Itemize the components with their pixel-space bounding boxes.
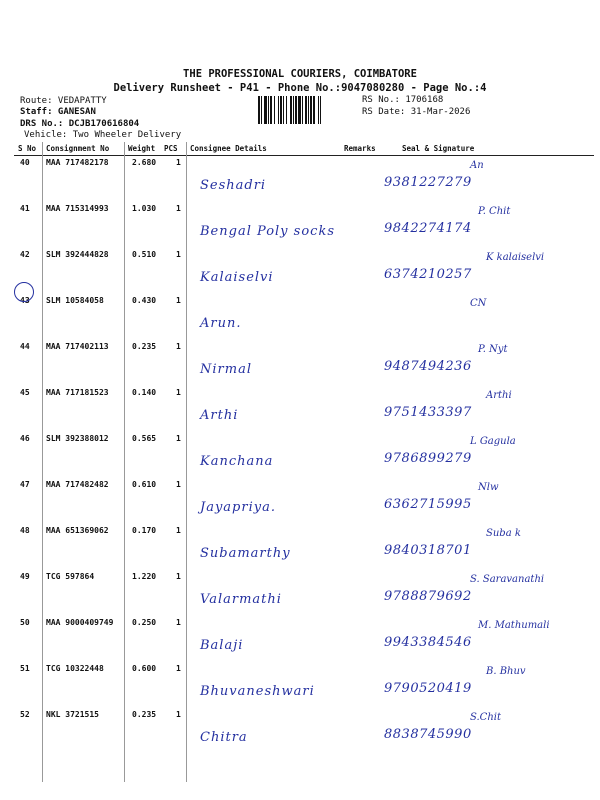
row-pcs: 1 [176, 480, 181, 489]
row-weight: 0.235 [132, 710, 157, 719]
row-consignee-name: Balaji [200, 638, 244, 653]
col-pcs: PCS [164, 144, 178, 153]
row-sno: 47 [20, 480, 30, 489]
row-phone: 9487494236 [384, 359, 472, 374]
row-consignment: TCG 597864 [46, 572, 95, 581]
row-signature: An [470, 160, 484, 171]
row-consignee-name: Valarmathi [200, 592, 282, 607]
row-weight: 0.510 [132, 250, 157, 259]
row-weight: 2.680 [132, 158, 157, 167]
row-weight: 0.610 [132, 480, 157, 489]
row-sno: 41 [20, 204, 30, 213]
row-signature: Arthi [486, 390, 512, 401]
row-signature: S.Chit [470, 712, 501, 723]
row-sno: 43 [20, 296, 30, 305]
row-pcs: 1 [176, 204, 181, 213]
row-consignment: MAA 9000409749 [46, 618, 114, 627]
row-weight: 0.140 [132, 388, 157, 397]
row-weight: 0.170 [132, 526, 157, 535]
row-signature: S. Saravanathi [470, 574, 545, 585]
row-phone: 9788879692 [384, 589, 472, 604]
col-weight: Weight [128, 144, 156, 153]
row-phone: 9751433397 [384, 405, 472, 420]
row-sno: 50 [20, 618, 30, 627]
row-signature: K kalaiselvi [486, 252, 545, 263]
row-sno: 48 [20, 526, 30, 535]
col-rule-2 [124, 142, 125, 782]
row-consignee-name: Chitra [200, 730, 248, 745]
row-consignment: SLM 392388012 [46, 434, 109, 443]
drs-label: DRS No.: DCJB170616804 [20, 119, 140, 129]
col-rule-1 [42, 142, 43, 782]
row-consignee-name: Seshadri [200, 178, 267, 193]
company-title: THE PROFESSIONAL COURIERS, COIMBATORE [183, 68, 417, 80]
row-pcs: 1 [176, 158, 181, 167]
row-43-circle-mark [14, 282, 34, 302]
row-consignee-name: Nirmal [200, 362, 252, 377]
barcode-image [258, 96, 360, 124]
row-pcs: 1 [176, 664, 181, 673]
col-consignee: Consignee Details [190, 144, 267, 153]
row-phone: 6362715995 [384, 497, 472, 512]
col-remarks: Remarks [344, 144, 376, 153]
row-weight: 0.430 [132, 296, 157, 305]
row-consignee-name: Arun. [200, 316, 242, 331]
rs-date-label: RS Date: 31-Mar-2026 [362, 107, 471, 117]
staff-label: Staff: GANESAN [20, 107, 96, 117]
vehicle-label: Vehicle: Two Wheeler Delivery [24, 130, 182, 140]
row-signature: Suba k [486, 528, 521, 539]
row-consignee-name: Subamarthy [200, 546, 291, 561]
col-sno: S No [18, 144, 37, 153]
row-sno: 49 [20, 572, 30, 581]
row-phone: 9786899279 [384, 451, 472, 466]
row-consignment: SLM 392444828 [46, 250, 109, 259]
row-pcs: 1 [176, 388, 181, 397]
row-consignee-name: Bengal Poly socks [200, 224, 335, 239]
row-signature: P. Chit [478, 206, 511, 217]
row-weight: 0.565 [132, 434, 157, 443]
row-consignee-name: Kanchana [200, 454, 274, 469]
row-pcs: 1 [176, 342, 181, 351]
row-signature: B. Bhuv [486, 666, 526, 677]
row-phone: 9943384546 [384, 635, 472, 650]
row-weight: 0.250 [132, 618, 157, 627]
row-consignment: MAA 717181523 [46, 388, 109, 397]
row-consignment: MAA 717482178 [46, 158, 109, 167]
row-sno: 46 [20, 434, 30, 443]
row-sno: 51 [20, 664, 30, 673]
col-consignment: Consignment No [46, 144, 110, 153]
header-rule [14, 155, 594, 156]
row-weight: 1.030 [132, 204, 157, 213]
row-consignment: MAA 717482482 [46, 480, 109, 489]
row-weight: 0.235 [132, 342, 157, 351]
row-consignment: TCG 10322448 [46, 664, 104, 673]
row-pcs: 1 [176, 572, 181, 581]
row-phone: 9840318701 [384, 543, 472, 558]
row-consignee-name: Jayapriya. [200, 500, 276, 515]
row-consignment: MAA 651369062 [46, 526, 109, 535]
col-seal: Seal & Signature [402, 144, 475, 153]
row-phone: 6374210257 [384, 267, 472, 282]
row-pcs: 1 [176, 526, 181, 535]
row-phone: 9842274174 [384, 221, 472, 236]
row-pcs: 1 [176, 618, 181, 627]
row-sno: 45 [20, 388, 30, 397]
row-phone: 9381227279 [384, 175, 472, 190]
row-sno: 44 [20, 342, 30, 351]
row-sno: 52 [20, 710, 30, 719]
row-consignment: MAA 715314993 [46, 204, 109, 213]
row-phone: 8838745990 [384, 727, 472, 742]
col-rule-3 [186, 142, 187, 782]
row-sno: 42 [20, 250, 30, 259]
row-pcs: 1 [176, 296, 181, 305]
route-label: Route: VEDAPATTY [20, 96, 107, 106]
row-consignment: SLM 10584058 [46, 296, 104, 305]
row-phone: 9790520419 [384, 681, 472, 696]
row-signature: CN [470, 298, 487, 309]
row-signature: Nlw [478, 482, 499, 493]
row-consignee-name: Kalaiselvi [200, 270, 274, 285]
row-signature: M. Mathumali [478, 620, 550, 631]
rs-no-label: RS No.: 1706168 [362, 95, 444, 105]
row-weight: 1.220 [132, 572, 157, 581]
row-signature: L Gagula [470, 436, 516, 447]
runsheet-title: Delivery Runsheet - P41 - Phone No.:9047080280 - Page No.:4 [113, 82, 487, 94]
row-consignment: NKL 3721515 [46, 710, 99, 719]
row-signature: P. Nyt [478, 344, 508, 355]
row-consignment: MAA 717402113 [46, 342, 109, 351]
row-weight: 0.600 [132, 664, 157, 673]
row-pcs: 1 [176, 710, 181, 719]
row-pcs: 1 [176, 250, 181, 259]
row-sno: 40 [20, 158, 30, 167]
row-pcs: 1 [176, 434, 181, 443]
row-consignee-name: Arthi [200, 408, 239, 423]
row-consignee-name: Bhuvaneshwari [200, 684, 315, 699]
